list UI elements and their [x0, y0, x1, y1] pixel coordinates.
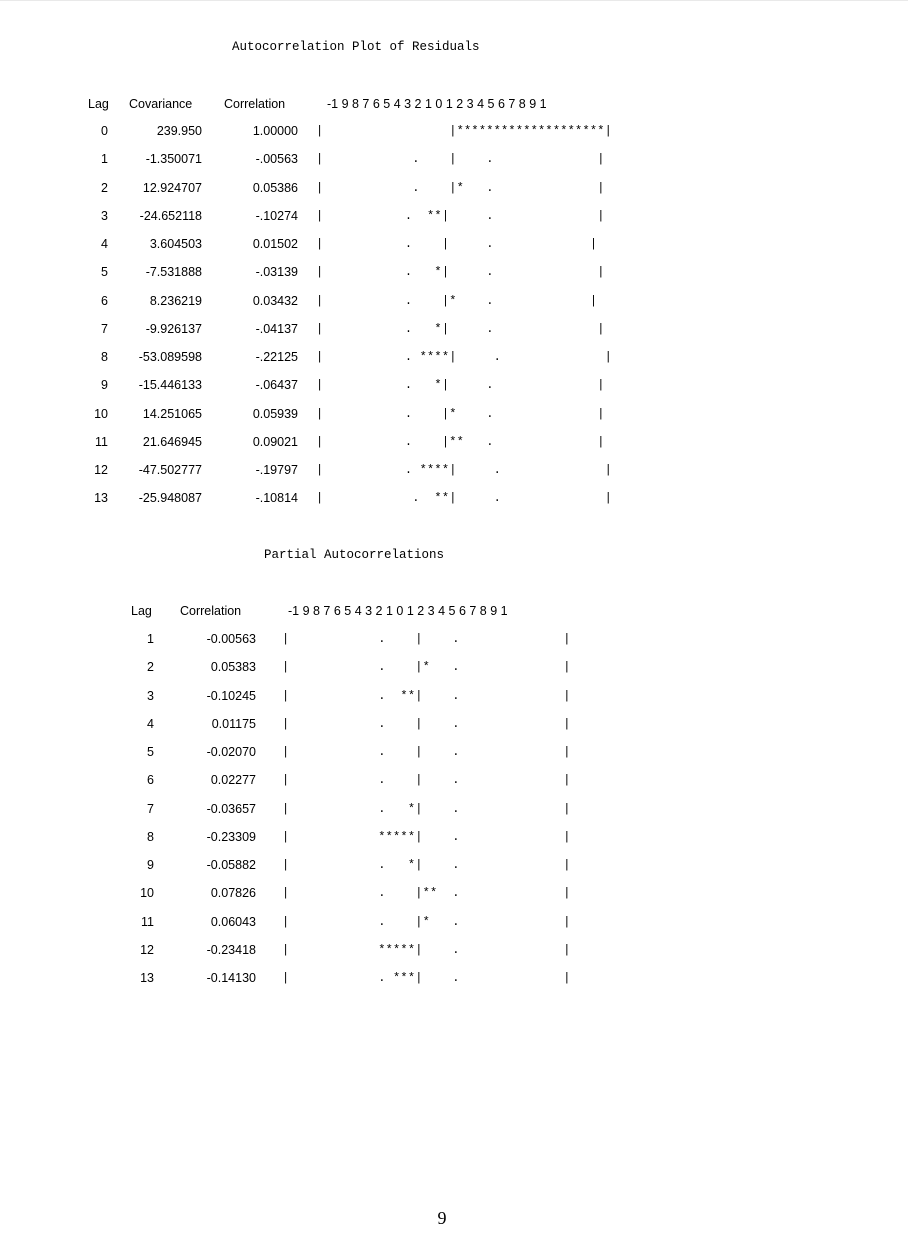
acf-row-correlation: -.10814: [255, 491, 298, 506]
pacf-row-correlation: 0.05383: [210, 660, 256, 675]
acf-row-correlation: 0.05939: [252, 406, 298, 421]
acf-row-covariance: 3.604503: [149, 237, 202, 251]
acf-row-bar: | . |* . |: [316, 180, 605, 195]
acf-row-correlation: 0.09021: [252, 434, 298, 449]
pacf-header-scale: -1 9 8 7 6 5 4 3 2 1 0 1 2 3 4 5 6 7 8 9 1: [288, 604, 508, 618]
pacf-row-correlation: -0.00563: [206, 632, 256, 646]
pacf-row-correlation: -0.02070: [206, 745, 256, 759]
pacf-row-correlation: -0.10245: [206, 688, 256, 703]
pacf-row-lag: 5: [147, 745, 154, 759]
acf-header-correlation: Correlation: [224, 97, 286, 111]
acf-row-lag: 12: [94, 463, 108, 477]
acf-row-covariance: -24.652118: [139, 208, 202, 223]
pacf-row-bar: | . | . |: [282, 716, 571, 731]
acf-row-correlation: 0.05386: [252, 180, 298, 195]
acf-row-lag: 3: [101, 208, 108, 223]
acf-row-correlation: 0.01502: [252, 237, 298, 251]
pacf-row-bar: | . |* . |: [282, 660, 571, 675]
acf-row-correlation: -.19797: [255, 463, 298, 477]
acf-row-covariance: -25.948087: [138, 491, 202, 506]
pacf-row-correlation: 0.06043: [210, 914, 256, 929]
pacf-row-correlation: -0.03657: [206, 801, 256, 816]
pacf-row-lag: 11: [141, 914, 154, 929]
pacf-row-bar: | . *| . |: [282, 858, 571, 872]
acf-row-bar: | . ****| . |: [316, 350, 613, 364]
acf-row-bar: | . |* . |: [316, 293, 598, 308]
acf-row-covariance: -7.531888: [145, 265, 202, 280]
pacf-row-correlation: 0.02277: [210, 773, 256, 788]
pacf-row-bar: | *****| . |: [282, 829, 571, 844]
acf-row-lag: 10: [94, 406, 108, 421]
acf-row-covariance: -15.446133: [138, 378, 202, 393]
acf-row-lag: 0: [101, 124, 108, 138]
acf-row-bar: | . | . |: [316, 237, 598, 251]
pacf-row-bar: | . | . |: [282, 745, 571, 759]
acf-row-bar: | . *| . |: [316, 378, 605, 393]
pacf-header-lag: Lag: [131, 604, 152, 618]
acf-row-bar: | . **| . |: [316, 491, 613, 506]
acf-row-correlation: 1.00000: [252, 124, 298, 138]
pacf-row-bar: | . **| . |: [282, 688, 571, 703]
acf-row-correlation: -.00563: [255, 152, 298, 167]
pacf-row-bar: | . |** . |: [282, 886, 571, 901]
acf-row-covariance: 14.251065: [142, 406, 202, 421]
acf-row-lag: 11: [95, 434, 108, 449]
acf-row-correlation: -.03139: [255, 265, 298, 280]
pacf-row-correlation: 0.07826: [210, 886, 256, 901]
acf-row-correlation: -.06437: [255, 378, 298, 393]
acf-row-lag: 4: [101, 237, 108, 251]
pacf-row-lag: 12: [140, 942, 154, 957]
acf-row-correlation: -.04137: [255, 321, 298, 336]
pacf-row-lag: 3: [147, 688, 154, 703]
acf-row-covariance: -1.350071: [145, 152, 202, 167]
pacf-row-lag: 9: [147, 858, 154, 872]
pacf-title: Partial Autocorrelations: [264, 548, 445, 562]
acf-row-bar: | . |* . |: [316, 406, 605, 421]
acf-row-lag: 5: [101, 265, 108, 280]
acf-row-bar: | . |** . |: [316, 434, 605, 449]
pacf-row-correlation: -0.14130: [206, 971, 256, 985]
acf-row-covariance: -53.089598: [138, 350, 202, 364]
acf-row-lag: 2: [101, 180, 108, 195]
acf-row-covariance: 8.236219: [149, 293, 202, 308]
acf-row-lag: 9: [101, 378, 108, 393]
acf-header-scale: -1 9 8 7 6 5 4 3 2 1 0 1 2 3 4 5 6 7 8 9 1: [327, 97, 547, 111]
acf-row-lag: 6: [101, 293, 108, 308]
acf-row-lag: 8: [101, 350, 108, 364]
pacf-row-bar: | . | . |: [282, 773, 571, 788]
pacf-row-lag: 6: [147, 773, 154, 788]
acf-row-bar: | . *| . |: [316, 321, 605, 336]
pacf-row-correlation: -0.05882: [206, 858, 256, 872]
acf-row-covariance: -9.926137: [145, 321, 202, 336]
acf-row-correlation: -.10274: [255, 208, 298, 223]
acf-header-covariance: Covariance: [129, 97, 193, 111]
acf-row-bar: | . *| . |: [316, 265, 605, 280]
acf-row-covariance: 12.924707: [142, 180, 202, 195]
pacf-row-bar: | . |* . |: [282, 914, 571, 929]
acf-row-lag: 7: [101, 321, 108, 336]
pacf-row-lag: 10: [140, 886, 154, 901]
pacf-row-lag: 8: [147, 829, 154, 844]
pacf-row-lag: 7: [147, 801, 154, 816]
acf-row-bar: | . ****| . |: [316, 463, 613, 477]
page-top-border: [0, 0, 908, 1]
pacf-row-correlation: 0.01175: [211, 716, 256, 731]
acf-row-correlation: -.22125: [255, 350, 298, 364]
pacf-row-bar: | . ***| . |: [282, 971, 571, 985]
pacf-row-correlation: -0.23418: [206, 942, 256, 957]
pacf-header-correlation: Correlation: [180, 604, 242, 618]
acf-row-bar: | . **| . |: [316, 208, 605, 223]
pacf-row-bar: | *****| . |: [282, 942, 571, 957]
acf-row-covariance: -47.502777: [138, 463, 202, 477]
pacf-row-bar: | . *| . |: [282, 801, 571, 816]
acf-row-covariance: 239.950: [156, 124, 202, 138]
acf-row-lag: 13: [94, 491, 108, 506]
pacf-row-lag: 13: [140, 971, 154, 985]
acf-row-lag: 1: [101, 152, 108, 167]
acf-header-lag: Lag: [88, 97, 109, 111]
acf-title: Autocorrelation Plot of Residuals: [232, 40, 480, 54]
pacf-row-lag: 2: [147, 660, 154, 675]
pacf-row-lag: 4: [147, 716, 154, 731]
pacf-row-bar: | . | . |: [282, 632, 571, 646]
page-number: 9: [437, 1208, 447, 1228]
acf-row-bar: | |********************|: [316, 124, 613, 138]
acf-row-bar: | . | . |: [316, 152, 605, 167]
pacf-row-lag: 1: [147, 632, 154, 646]
pacf-row-correlation: -0.23309: [206, 829, 256, 844]
acf-row-covariance: 21.646945: [142, 434, 202, 449]
acf-row-correlation: 0.03432: [252, 293, 298, 308]
